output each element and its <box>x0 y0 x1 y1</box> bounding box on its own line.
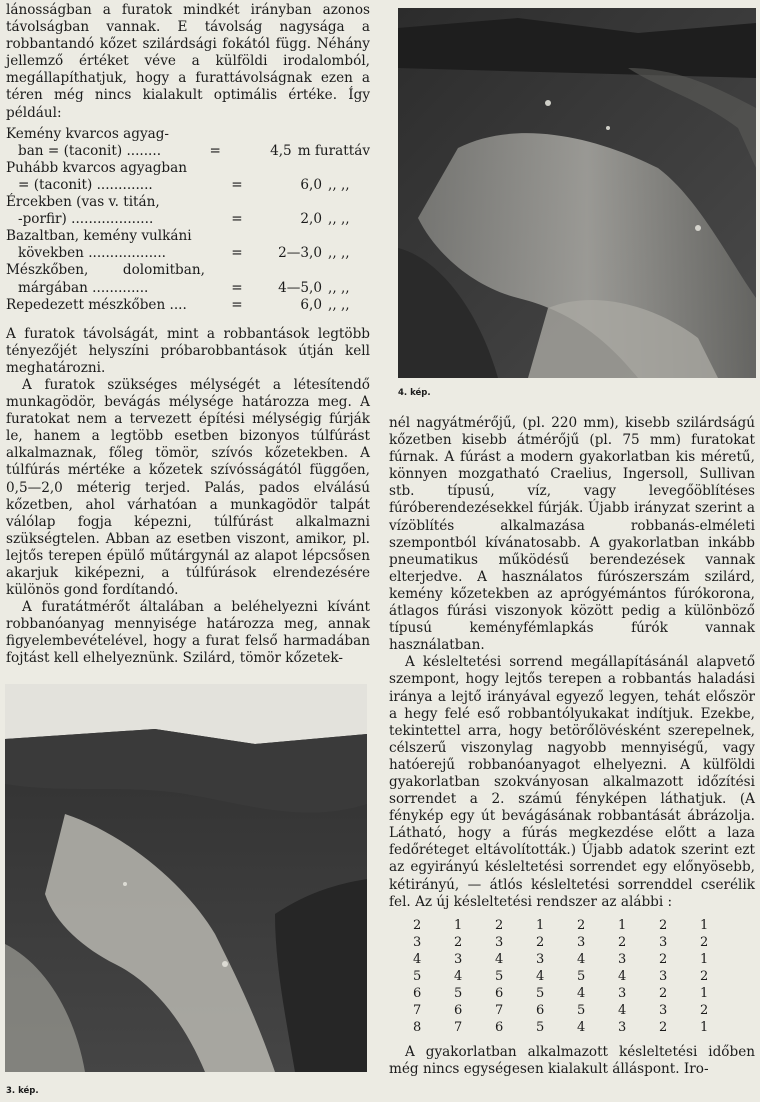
delay-cell: 2 <box>577 917 586 933</box>
list-value: 4,5 <box>270 142 292 159</box>
delay-cell: 5 <box>536 985 545 1001</box>
left-paragraph-3: A furatok szükséges mélységét a létesítendő munkagödör, bevágás mélysége határozza meg. A furatokat nem a tervezett építési mélységig fúrják le, hanem a legtöbb esetben bizonyos túlfúrást alkalmaznak, főleg tömör, szívós kőzetekben. A túlfúrás mértéke a kőzetek szívósságától függően, 0,5—2,0 méterig terjed. Palás, pados elválású kőzetben, ahol várhatóan a munkagödör talpát válólap fogja képezni, túlfúrást alkalmazni szükségtelen. Abban az esetben viszont, amikor, pl. lejtős terepen épülő műtárgynál az alapot lépcsősen akarjuk kiképezni, a túlfúrások elrendezésére különös gond fordítandó. <box>6 376 370 599</box>
delay-cell: 1 <box>700 1019 709 1035</box>
list-row <box>6 126 370 143</box>
right-paragraph-2: A késleltetési sorrend megállapításánál alapvető szempont, hogy lejtős terepen a robbantás haladási iránya a lejtő irányával egyező legyen, tehát először a hegy felé eső robbantólyukakat indítjuk. Ezekbe, tekintettel arra, hogy betörőlövésként szerepelnek, célszerű viszonylag nagyobb mennyiségű, vagy hatóerejű robbanóanyagot elhelyezni. A külföldi gyakorlatban szokványosan alkalmazott időzítési sorrendet a 2. számú fényképen láthatjuk. (A fénykép egy út bevágásának robbantását ábrázolja. Látható, hogy a fúrás megkezdése előtt a laza fedőréteget eltávolították.) Újabb adatok szerint ezt az egyirányú késleltetési sorrendet egy előnyösebb, kétirányú, — átlós késleltetési sorrenddel cserélik fel. Az új késleltetési rendszer az alábbi : <box>389 654 755 910</box>
delay-cell: 3 <box>618 951 627 967</box>
delay-cell: 2 <box>700 968 709 984</box>
list-row <box>6 160 370 177</box>
delay-row <box>413 951 741 968</box>
delay-cell: 6 <box>495 1019 504 1035</box>
list-unit: ,, ,, <box>328 279 350 296</box>
delay-cell: 1 <box>700 985 709 1001</box>
delay-cell: 1 <box>536 917 545 933</box>
delay-cell: 4 <box>413 951 422 967</box>
delay-cell: 3 <box>577 934 586 950</box>
list-unit: ,, ,, <box>328 245 350 262</box>
list-row <box>6 245 370 262</box>
list-eq: = <box>231 279 243 296</box>
list-value: 2,0 <box>300 211 322 228</box>
list-row <box>6 297 370 314</box>
delay-cell: 8 <box>413 1019 422 1035</box>
right-paragraph-1: nél nagyátmérőjű, (pl. 220 mm), kisebb szilárdságú kőzetben kisebb átmérőjű (pl. 75 mm) furatokat fúrnak. A fúrást a modern gyakorlatban kis méretű, könnyen mozgatható Craelius, Ingersoll, Sullivan stb. típusú, víz, vagy levegőöblítéses fúróberendezésekkel fúrják. Újabb irányzat szerint a vízöblítés alkalmazása robbanás-elméleti szempontból kívánatosabb. A gyakorlatban inkább pneumatikus működésű berendezések vannak elterjedve. A használatos fúrószerszám szilárd, kemény kőzetekben az aprógyémántos fúrókorona, átlagos fúrási viszonyok között pedig a különböző típusú keményfémlapkás fúrók vannak használatban. <box>389 415 755 654</box>
delay-sequence-table <box>413 917 741 1036</box>
delay-cell: 6 <box>454 1002 463 1018</box>
delay-row <box>413 968 741 985</box>
delay-cell: 1 <box>700 917 709 933</box>
delay-cell: 2 <box>700 1002 709 1018</box>
left-paragraph-1: lánosságban a furatok mindkét irányban azonos távolságban vannak. E távolság nagysága a robbantandó kőzet szilárdsági fokától függ. Néhány jellemző értéket véve a külföldi irodalomból, megállapíthatjuk, hogy a furattávolságnak ezen a téren még nincs kialakult optimális értéke. Így például: <box>6 2 370 121</box>
list-value: 6,0 <box>300 176 322 193</box>
delay-cell: 2 <box>659 985 668 1001</box>
photo-4-image <box>398 8 756 378</box>
delay-cell: 4 <box>618 968 627 984</box>
list-label: Ércekben (vas v. titán, <box>6 194 160 211</box>
delay-cell: 5 <box>577 1002 586 1018</box>
delay-cell: 2 <box>659 1019 668 1035</box>
delay-cell: 6 <box>495 985 504 1001</box>
delay-cell: 2 <box>659 917 668 933</box>
delay-cell: 5 <box>495 968 504 984</box>
list-row <box>6 194 370 211</box>
list-eq: = <box>231 296 243 313</box>
delay-row <box>413 1019 741 1036</box>
list-row <box>6 211 370 228</box>
delay-cell: 4 <box>454 968 463 984</box>
delay-cell: 5 <box>413 968 422 984</box>
delay-cell: 2 <box>413 917 422 933</box>
photo-3 <box>5 684 367 1072</box>
delay-cell: 2 <box>700 934 709 950</box>
delay-cell: 4 <box>495 951 504 967</box>
list-label: kövekben .................. <box>18 245 166 262</box>
list-label: Bazaltban, kemény vulkáni <box>6 228 192 245</box>
list-unit: ,, ,, <box>328 296 350 313</box>
delay-cell: 7 <box>454 1019 463 1035</box>
delay-cell: 5 <box>577 968 586 984</box>
list-eq: = <box>209 142 221 159</box>
delay-cell: 4 <box>577 951 586 967</box>
delay-cell: 2 <box>495 917 504 933</box>
delay-cell: 4 <box>577 985 586 1001</box>
delay-cell: 4 <box>618 1002 627 1018</box>
list-label: = (taconit) ............. <box>18 176 153 193</box>
list-unit: ,, ,, <box>328 211 350 228</box>
list-row <box>6 228 370 245</box>
list-value: 4—5,0 <box>278 279 322 296</box>
delay-cell: 1 <box>700 951 709 967</box>
delay-cell: 2 <box>659 951 668 967</box>
delay-cell: 3 <box>495 934 504 950</box>
list-label: ban = (taconit) ........ <box>18 142 162 159</box>
delay-cell: 3 <box>659 1002 668 1018</box>
list-unit: m furattáv <box>297 142 370 159</box>
list-label: Puhább kvarcos agyagban <box>6 159 187 176</box>
list-row <box>6 262 370 279</box>
delay-cell: 2 <box>536 934 545 950</box>
list-label: -porfir) ................... <box>18 211 154 228</box>
list-row <box>6 280 370 297</box>
list-label: Mészkőben, dolomitban, <box>6 262 205 279</box>
delay-row <box>413 934 741 951</box>
delay-cell: 1 <box>618 917 627 933</box>
list-value: 2—3,0 <box>278 245 322 262</box>
list-row <box>6 143 370 160</box>
delay-cell: 5 <box>536 1019 545 1035</box>
delay-cell: 6 <box>413 985 422 1001</box>
delay-cell: 3 <box>618 1019 627 1035</box>
list-value: 6,0 <box>300 296 322 313</box>
left-paragraph-4: A furatátmérőt általában a beléhelyezni kívánt robbanóanyag mennyisége határozza meg, annak figyelembevételével, hogy a furat felső harmadában fojtást kell elhelyeznünk. Szilárd, tömör kőzetek- <box>6 599 370 667</box>
delay-cell: 3 <box>659 934 668 950</box>
list-row <box>6 177 370 194</box>
delay-cell: 2 <box>454 934 463 950</box>
right-column <box>389 415 755 1078</box>
delay-row <box>413 1002 741 1019</box>
hole-spacing-list <box>6 126 370 314</box>
list-label: márgában ............. <box>18 279 149 296</box>
delay-cell: 7 <box>413 1002 422 1018</box>
delay-cell: 1 <box>454 917 463 933</box>
photo-4 <box>398 8 756 378</box>
list-label: Kemény kvarcos agyag- <box>6 125 170 142</box>
right-paragraph-3: A gyakorlatban alkalmazott késleltetési időben még nincs egységesen kialakult álláspont. Iro- <box>389 1043 755 1077</box>
left-paragraph-2: A furatok távolságát, mint a robbantások legtöbb tényezőjét helyszíni próbarobbantások útján kell meghatározni. <box>6 325 370 376</box>
delay-cell: 3 <box>454 951 463 967</box>
list-label: Repedezett mészkőben .... <box>6 296 187 313</box>
photo-3-caption: 3. kép. <box>6 1086 39 1096</box>
list-eq: = <box>231 211 243 228</box>
delay-cell: 4 <box>577 1019 586 1035</box>
delay-cell: 3 <box>536 951 545 967</box>
delay-cell: 7 <box>495 1002 504 1018</box>
delay-cell: 5 <box>454 985 463 1001</box>
delay-cell: 4 <box>536 968 545 984</box>
delay-row <box>413 985 741 1002</box>
list-eq: = <box>231 245 243 262</box>
photo-3-image <box>5 684 367 1072</box>
delay-cell: 2 <box>618 934 627 950</box>
list-eq: = <box>231 176 243 193</box>
delay-cell: 3 <box>659 968 668 984</box>
photo-4-caption: 4. kép. <box>398 388 431 398</box>
left-column <box>6 2 370 668</box>
delay-cell: 3 <box>413 934 422 950</box>
list-unit: ,, ,, <box>328 176 350 193</box>
delay-cell: 3 <box>618 985 627 1001</box>
delay-cell: 6 <box>536 1002 545 1018</box>
delay-row <box>413 917 741 934</box>
